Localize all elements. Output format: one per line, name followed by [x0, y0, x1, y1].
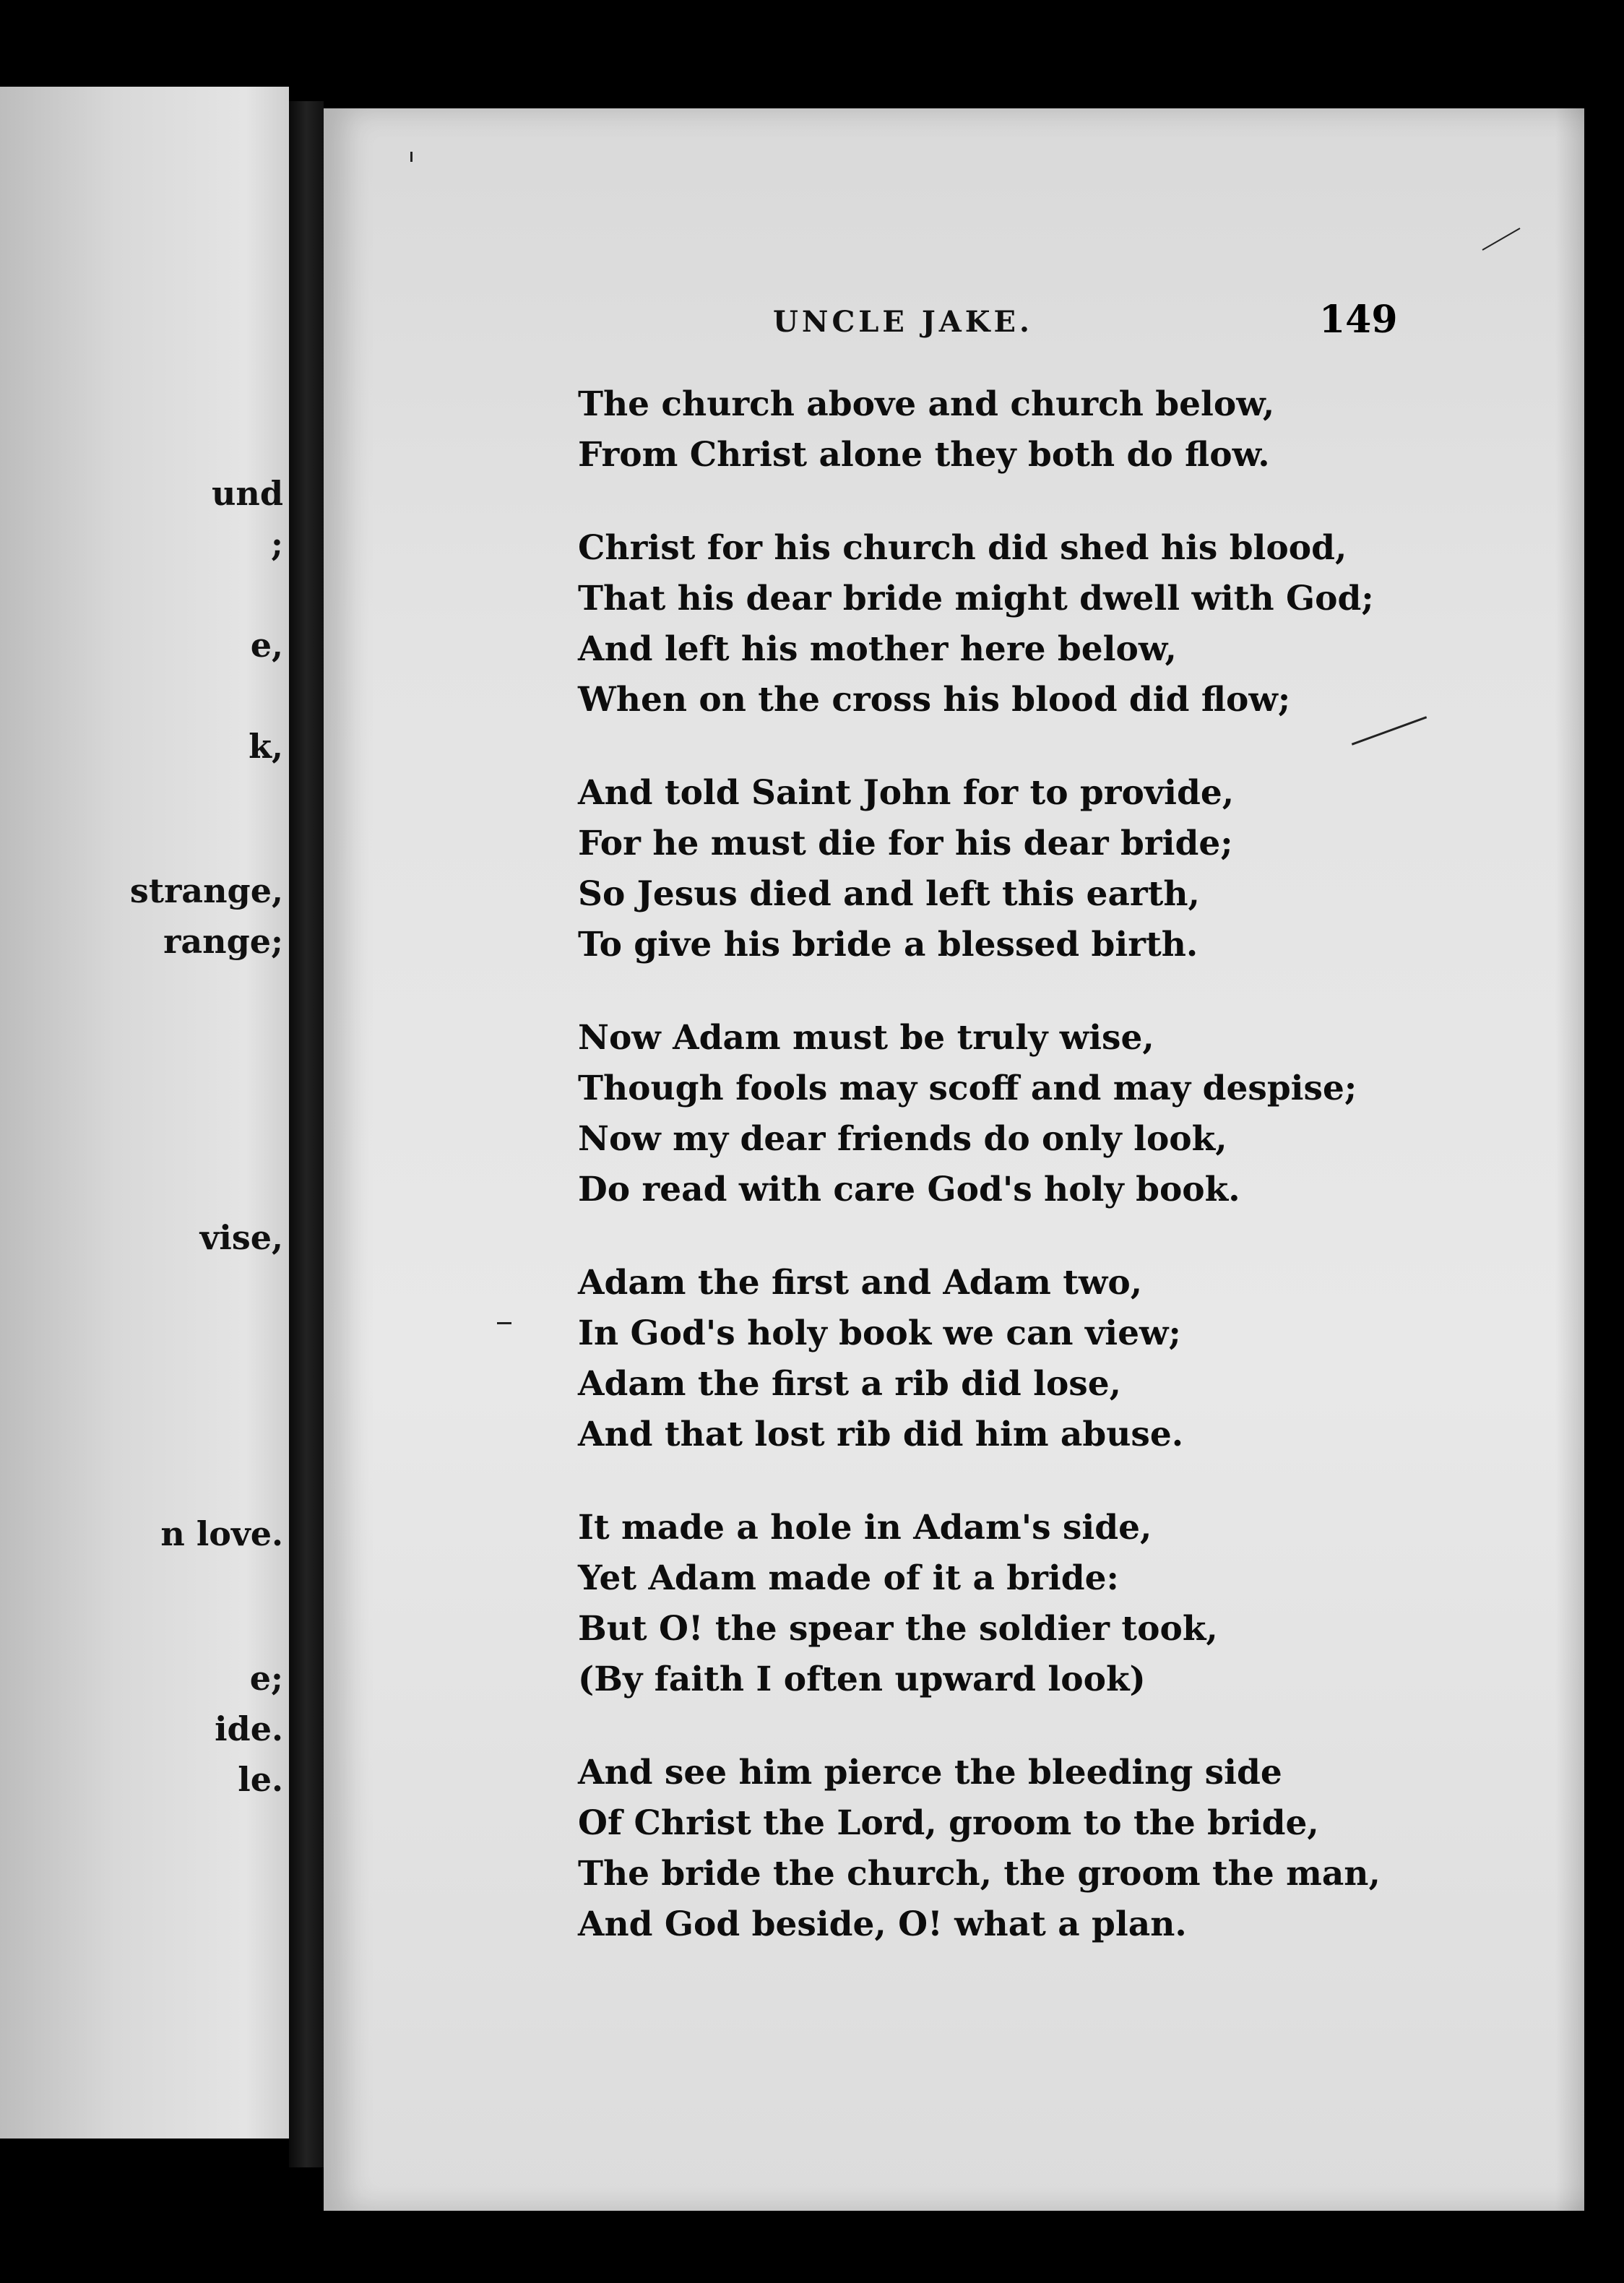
- verse-line: When on the cross his blood did flow;: [578, 680, 1291, 720]
- verse-line: But O! the spear the soldier took,: [578, 1609, 1218, 1649]
- stanza: [578, 379, 1401, 480]
- verse-line: From Christ alone they both do flow.: [578, 435, 1270, 475]
- verse-line: It made a hole in Adam's side,: [578, 1508, 1152, 1548]
- verse-line: And see him pierce the bleeding side: [578, 1753, 1282, 1792]
- previous-page-text-fragment: ;: [271, 525, 283, 564]
- verse-line: And God beside, O! what a plan.: [578, 1904, 1187, 1944]
- verse-line: And that lost rib did him abuse.: [578, 1415, 1184, 1454]
- stanza: [578, 523, 1401, 725]
- verse-line: Yet Adam made of it a bride:: [578, 1558, 1119, 1598]
- poem-body: [578, 379, 1401, 1993]
- verse-line: For he must die for his dear bride;: [578, 824, 1233, 863]
- page-number: 149: [1319, 298, 1398, 342]
- verse-line: (By faith I often upward look): [578, 1660, 1146, 1699]
- verse-line: And left his mother here below,: [578, 629, 1177, 669]
- verse-line: The bride the church, the groom the man,: [578, 1854, 1381, 1894]
- verse-line: And told Saint John for to provide,: [578, 773, 1235, 813]
- verse-line: Adam the first a rib did lose,: [578, 1364, 1122, 1404]
- previous-page-text-fragment: le.: [238, 1760, 283, 1799]
- verse-line: So Jesus died and left this earth,: [578, 874, 1200, 914]
- stanza: [578, 768, 1401, 970]
- verse-line: Christ for his church did shed his blood,: [578, 528, 1347, 568]
- verse-line: Now my dear friends do only look,: [578, 1119, 1227, 1159]
- previous-page-text-fragment: k,: [249, 727, 283, 766]
- previous-page-text-fragment: e,: [250, 626, 283, 665]
- stanza: [578, 1503, 1401, 1705]
- previous-page-text-fragment: e;: [249, 1659, 283, 1698]
- verse-line: Now Adam must be truly wise,: [578, 1018, 1154, 1058]
- stanza: [578, 1748, 1401, 1950]
- running-head: UNCLE JAKE.: [773, 305, 1033, 339]
- verse-line: To give his bride a blessed birth.: [578, 925, 1198, 964]
- verse-line: The church above and church below,: [578, 384, 1275, 424]
- verse-line: In God's holy book we can view;: [578, 1313, 1181, 1353]
- verse-line: Of Christ the Lord, groom to the bride,: [578, 1803, 1319, 1843]
- stanza: [578, 1013, 1401, 1215]
- previous-page-text-fragment: range;: [163, 922, 283, 961]
- verse-line: Adam the first and Adam two,: [578, 1263, 1143, 1303]
- book-gutter: [289, 101, 324, 2167]
- previous-page-text-fragment: und: [211, 474, 283, 513]
- stanza: [578, 1258, 1401, 1460]
- previous-page-text-fragment: n love.: [160, 1514, 283, 1553]
- verse-line: Do read with care God's holy book.: [578, 1170, 1240, 1209]
- previous-page-text-fragment: ide.: [215, 1709, 283, 1748]
- verse-line: That his dear bride might dwell with God;: [578, 579, 1374, 618]
- verse-line: Though fools may scoff and may despise;: [578, 1069, 1357, 1108]
- previous-page-text-fragment: strange,: [129, 871, 283, 910]
- book-page: [324, 108, 1584, 2211]
- previous-page-text-fragment: vise,: [199, 1218, 283, 1257]
- previous-page-fragment: [0, 87, 289, 2139]
